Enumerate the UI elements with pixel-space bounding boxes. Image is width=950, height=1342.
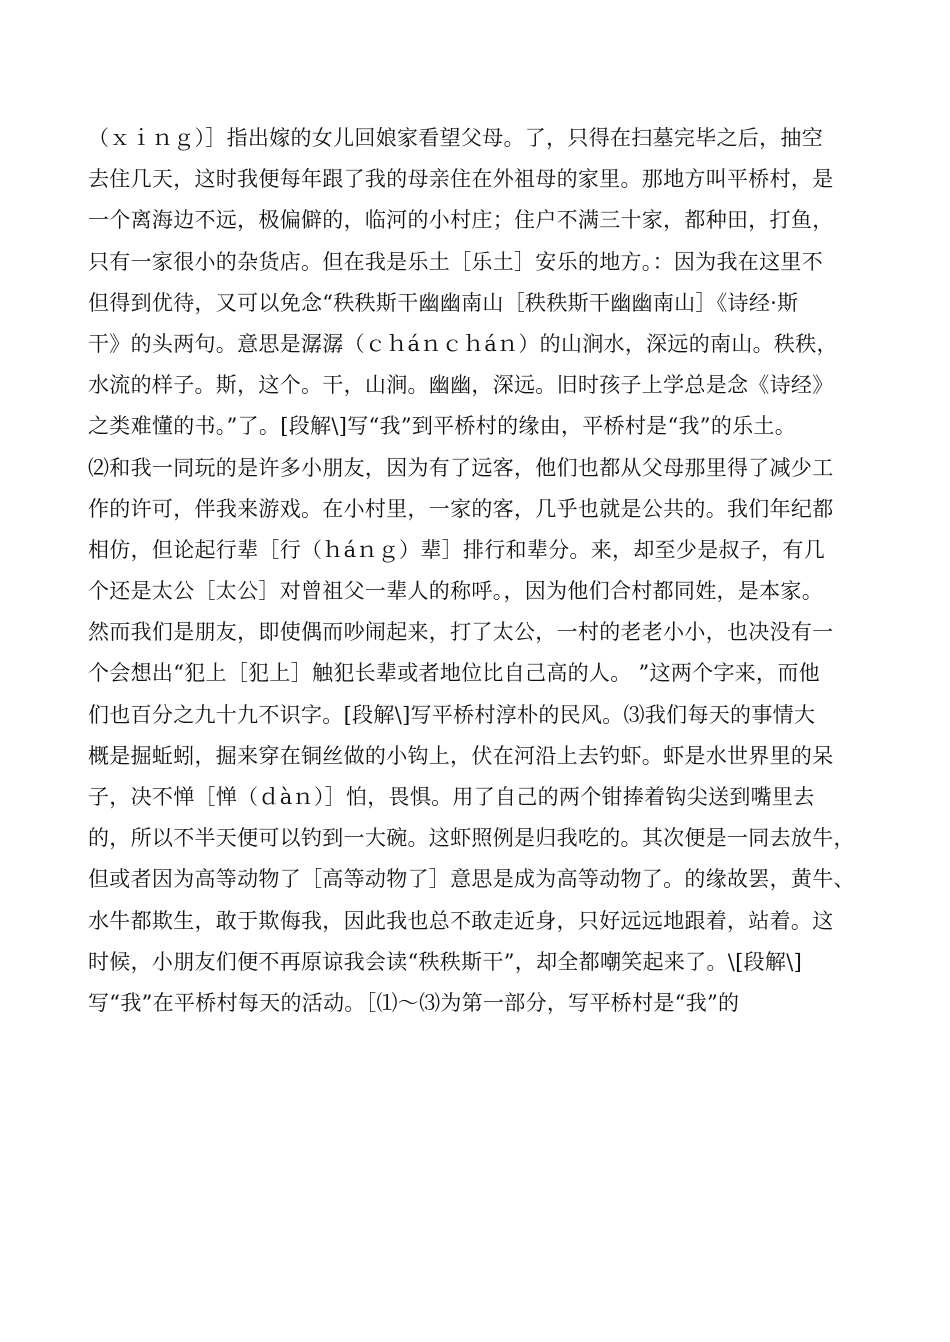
text-line-3: 一个离海边不远，极偏僻的，临河的小村庄；住户不满三十家，都种田，打鱼，	[88, 208, 834, 233]
text-line-7: 水流的样子。斯，这个。干，山涧。幽幽，深远。旧时孩子上学总是念《诗经》	[88, 373, 834, 398]
text-line-14: 个会想出“犯上［犯上］触犯长辈或者地位比自己高的人。 ”这两个字来，而他	[88, 661, 820, 686]
text-line-15: 们也百分之九十九不识字。[段解\]写平桥村淳朴的民风。⑶我们每天的事情大	[88, 702, 816, 727]
text-line-18: 的，所以不半天便可以钓到一大碗。这虾照例是归我吃的。其次便是一同去放牛，	[88, 826, 855, 851]
text-line-13: 然而我们是朋友，即使偶而吵闹起来，打了太公，一村的老老小小，也决没有一	[88, 620, 834, 645]
body-text	[88, 118, 878, 1024]
text-line-17: 子，决不惮［惮（ｄàｎ）］怕，畏惧。用了自己的两个钳捧着钩尖送到嘴里去	[88, 785, 815, 809]
text-line-5: 但得到优待，又可以免念“秩秩斯干幽幽南山［秩秩斯干幽幽南山］《诗经·斯	[88, 290, 799, 315]
text-line-10: 作的许可，伴我来游戏。在小村里，一家的客，几乎也就是公共的。我们年纪都	[88, 496, 834, 521]
text-line-21: 时候，小朋友们便不再原谅我会读“秩秩斯干”，却全都嘲笑起来了。\[段解\]	[88, 949, 803, 974]
text-line-2: 去住几天，这时我便每年跟了我的母亲住在外祖母的家里。那地方叫平桥村，是	[88, 167, 834, 192]
text-line-12: 个还是太公［太公］对曾祖父一辈人的称呼。，因为他们合村都同姓，是本家。	[88, 579, 823, 604]
text-line-8: 之类难懂的书。”了。[段解\]写“我”到平桥村的缘由，平桥村是“我”的乐土。	[88, 414, 797, 439]
text-line-4: 只有一家很小的杂货店。但在我是乐土［乐土］安乐的地方。：因为我在这里不	[88, 249, 823, 274]
text-line-22: 写“我”在平桥村每天的活动。［⑴～⑶为第一部分，写平桥村是“我”的	[88, 990, 740, 1015]
text-line-20: 水牛都欺生，敢于欺侮我，因此我也总不敢走近身，只好远远地跟着，站着。这	[88, 908, 834, 933]
text-line-9: ⑵和我一同玩的是许多小朋友，因为有了远客，他们也都从父母那里得了减少工	[88, 455, 834, 480]
text-line-11: 相仿，但论起行辈［行（ｈáｎｇ）辈］排行和辈分。来，却至少是叔子，有几	[88, 537, 826, 562]
text-line-16: 概是掘蚯蚓，掘来穿在铜丝做的小钩上，伏在河沿上去钓虾。虾是水世界里的呆	[88, 743, 834, 768]
text-line-1: （ｘｉｎｇ）］指出嫁的女儿回娘家看望父母。了，只得在扫墓完毕之后，抽空	[88, 126, 823, 150]
text-line-6: 干》的头两句。意思是潺潺（ｃｈáｎｃｈáｎ）的山涧水，深远的南山。秩秩，	[88, 331, 838, 356]
text-line-19: 但或者因为高等动物了［高等动物了］意思是成为高等动物了。的缘故罢，黄牛、	[88, 867, 855, 892]
